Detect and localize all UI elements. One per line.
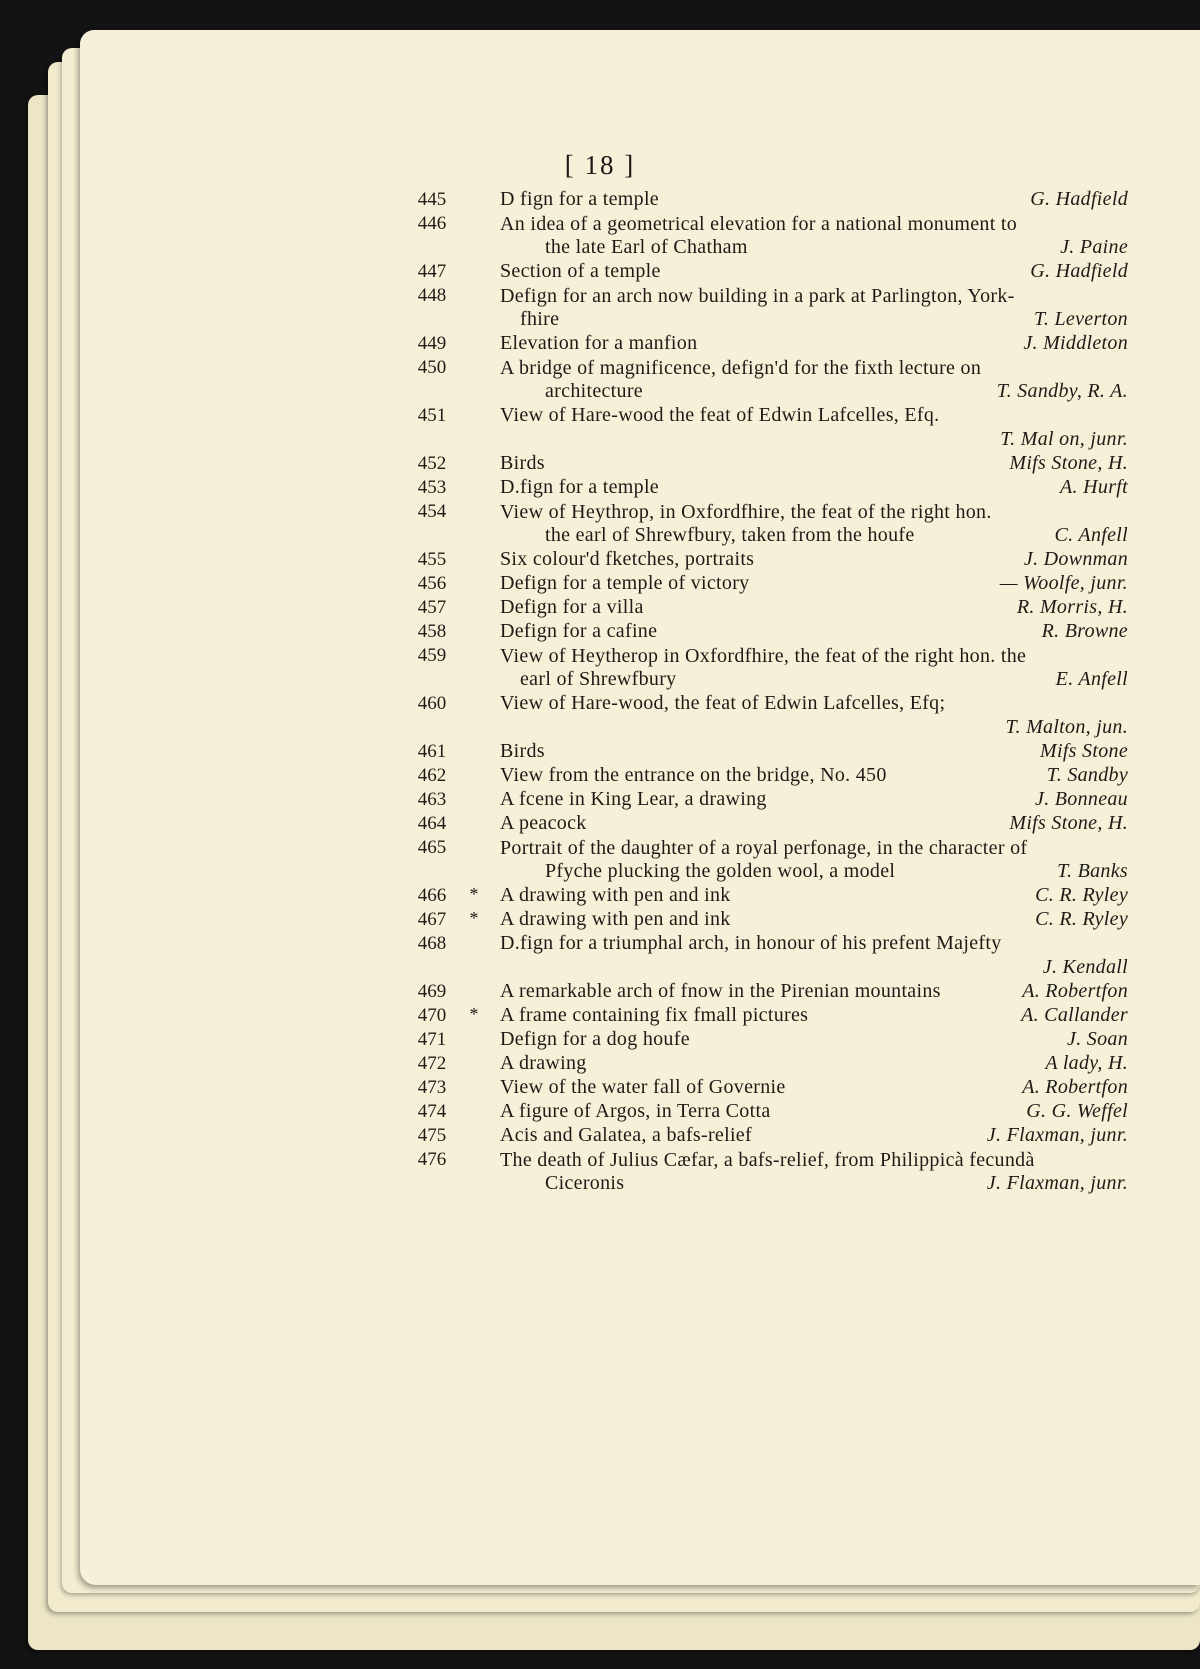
entry-artist: C. Anfell xyxy=(1054,524,1128,546)
entry-number: 470 xyxy=(417,1005,447,1026)
entry-artist: — Woolfe, junr. xyxy=(999,572,1128,594)
catalogue-entry-452 xyxy=(0,452,1200,476)
entry-title-continuation: the earl of Shrewfbury, taken from the houfe xyxy=(545,524,915,546)
entry-title-continuation: fhire xyxy=(520,308,560,330)
entry-number: 446 xyxy=(417,213,447,234)
entry-title: Elevation for a manfion xyxy=(500,332,698,354)
entry-title-continuation: earl of Shrewfbury xyxy=(520,668,677,690)
entry-number: 454 xyxy=(417,501,447,522)
entry-title-continuation: architecture xyxy=(545,380,643,402)
page-number: [ 18 ] xyxy=(564,150,636,180)
entry-number: 474 xyxy=(417,1101,447,1122)
entry-title: Birds xyxy=(500,452,545,474)
entry-artist: A. Hurft xyxy=(1060,476,1128,498)
catalogue-entry-472 xyxy=(0,1052,1200,1076)
entry-title: Defign for an arch now building in a park at Parlington, York- xyxy=(500,285,1015,307)
catalogue-entry-469 xyxy=(0,980,1200,1004)
catalogue-entry-474 xyxy=(0,1100,1200,1124)
entry-title: A peacock xyxy=(500,812,587,834)
entry-artist: T. Sandby xyxy=(1046,764,1128,786)
entry-artist: T. Banks xyxy=(1057,860,1128,882)
catalogue-entry-455 xyxy=(0,548,1200,572)
entry-artist: Mifs Stone xyxy=(1040,740,1128,762)
entry-number: 466 xyxy=(417,885,447,906)
entry-title-continuation: Ciceronis xyxy=(545,1172,625,1194)
entry-artist: J. Downman xyxy=(1023,548,1128,570)
entry-artist: T. Malton, jun. xyxy=(1005,716,1128,738)
entry-title: A remarkable arch of fnow in the Pirenian mountains xyxy=(500,980,941,1002)
catalogue-entry-449 xyxy=(0,332,1200,356)
entry-artist: J. Kendall xyxy=(1042,956,1128,978)
catalogue-entry-448 xyxy=(0,284,1200,332)
entry-number: 460 xyxy=(417,693,447,714)
entry-number: 458 xyxy=(417,621,447,642)
entry-artist: A. Robertfon xyxy=(1022,1076,1128,1098)
asterisk-mark: * xyxy=(469,908,479,928)
catalogue-entry-459 xyxy=(0,644,1200,692)
entry-artist: T. Mal on, junr. xyxy=(1000,428,1128,450)
entry-title: View from the entrance on the bridge, No. 450 xyxy=(500,764,887,786)
catalogue-list xyxy=(0,188,1200,1196)
entry-number: 452 xyxy=(417,453,447,474)
entry-number: 449 xyxy=(417,333,447,354)
entry-number: 467 xyxy=(417,909,447,930)
catalogue-entry-461 xyxy=(0,740,1200,764)
entry-artist: G. Hadfield xyxy=(1030,188,1128,210)
entry-number: 447 xyxy=(417,261,447,282)
entry-artist: J. Middleton xyxy=(1023,332,1128,354)
entry-title: Defign for a cafine xyxy=(500,620,658,642)
asterisk-mark: * xyxy=(469,1004,479,1024)
entry-artist: R. Morris, H. xyxy=(1016,596,1128,618)
catalogue-entry-463 xyxy=(0,788,1200,812)
entry-title: A drawing with pen and ink xyxy=(500,908,731,930)
entry-artist: J. Flaxman, junr. xyxy=(986,1172,1128,1194)
entry-artist: C. R. Ryley xyxy=(1035,884,1128,906)
entry-title: Defign for a temple of victory xyxy=(500,572,750,594)
entry-number: 463 xyxy=(417,789,447,810)
entry-title-continuation: Pfyche plucking the golden wool, a model xyxy=(545,860,896,882)
entry-title: A bridge of magnificence, defign'd for the fixth lecture on xyxy=(500,357,982,379)
entry-artist: A lady, H. xyxy=(1045,1052,1128,1074)
entry-title: View of the water fall of Governie xyxy=(500,1076,786,1098)
catalogue-entry-450 xyxy=(0,356,1200,404)
entry-title: D.fign for a temple xyxy=(500,476,659,498)
entry-title: View of Hare-wood, the feat of Edwin Lafcelles, Efq; xyxy=(500,692,946,714)
entry-number: 476 xyxy=(417,1149,447,1170)
entry-title: View of Hare-wood the feat of Edwin Lafcelles, Efq. xyxy=(500,404,940,426)
entry-artist: A. Robertfon xyxy=(1022,980,1128,1002)
entry-title-continuation: the late Earl of Chatham xyxy=(545,236,748,258)
catalogue-entry-447 xyxy=(0,260,1200,284)
catalogue-entry-470 xyxy=(0,1004,1200,1028)
catalogue-entry-451 xyxy=(0,404,1200,452)
entry-number: 455 xyxy=(417,549,447,570)
catalogue-entry-473 xyxy=(0,1076,1200,1100)
catalogue-entry-475 xyxy=(0,1124,1200,1148)
catalogue-entry-471 xyxy=(0,1028,1200,1052)
entry-number: 451 xyxy=(417,405,447,426)
entry-artist: J. Soan xyxy=(1067,1028,1128,1050)
entry-number: 450 xyxy=(417,357,447,378)
entry-artist: J. Bonneau xyxy=(1035,788,1128,810)
entry-title: View of Heythrop, in Oxfordfhire, the feat of the right hon. xyxy=(500,501,992,523)
entry-artist: J. Flaxman, junr. xyxy=(986,1124,1128,1146)
entry-artist: E. Anfell xyxy=(1055,668,1128,690)
entry-title: A drawing xyxy=(500,1052,587,1074)
entry-title: View of Heytherop in Oxfordfhire, the feat of the right hon. the xyxy=(500,645,1027,667)
catalogue-entry-458 xyxy=(0,620,1200,644)
catalogue-entry-466 xyxy=(0,884,1200,908)
catalogue-entry-462 xyxy=(0,764,1200,788)
entry-number: 453 xyxy=(417,477,447,498)
catalogue-entry-456 xyxy=(0,572,1200,596)
entry-artist: G. Hadfield xyxy=(1030,260,1128,282)
catalogue-entry-454 xyxy=(0,500,1200,548)
entry-title: Section of a temple xyxy=(500,260,661,282)
entry-number: 473 xyxy=(417,1077,447,1098)
catalogue-entry-468 xyxy=(0,932,1200,980)
entry-title: Defign for a dog houfe xyxy=(500,1028,690,1050)
entry-artist: C. R. Ryley xyxy=(1035,908,1128,930)
entry-title: Birds xyxy=(500,740,545,762)
entry-artist: T. Leverton xyxy=(1033,308,1128,330)
entry-title: D fign for a temple xyxy=(500,188,659,210)
entry-artist: Mifs Stone, H. xyxy=(1009,812,1128,834)
entry-number: 448 xyxy=(417,285,447,306)
entry-number: 445 xyxy=(417,189,447,210)
entry-title: A fcene in King Lear, a drawing xyxy=(500,788,767,810)
entry-artist: R. Browne xyxy=(1041,620,1128,642)
catalogue-entry-467 xyxy=(0,908,1200,932)
entry-number: 475 xyxy=(417,1125,447,1146)
entry-artist: Mifs Stone, H. xyxy=(1009,452,1128,474)
entry-artist: T. Sandby, R. A. xyxy=(996,380,1128,402)
entry-number: 459 xyxy=(417,645,447,666)
catalogue-entry-457 xyxy=(0,596,1200,620)
entry-number: 472 xyxy=(417,1053,447,1074)
entry-title: A figure of Argos, in Terra Cotta xyxy=(500,1100,771,1122)
entry-title: An idea of a geometrical elevation for a national monument to xyxy=(500,213,1018,235)
catalogue-entry-464 xyxy=(0,812,1200,836)
asterisk-mark: * xyxy=(469,884,479,904)
entry-title: Portrait of the daughter of a royal perfonage, in the character of xyxy=(500,837,1028,859)
entry-title: The death of Julius Cæfar, a bafs-relief, from Philippicà fecundà xyxy=(500,1149,1035,1171)
entry-number: 457 xyxy=(417,597,447,618)
entry-number: 456 xyxy=(417,573,447,594)
entry-title: A frame containing fix fmall pictures xyxy=(500,1004,809,1026)
entry-number: 461 xyxy=(417,741,447,762)
catalogue-entry-453 xyxy=(0,476,1200,500)
entry-artist: J. Paine xyxy=(1060,236,1128,258)
entry-number: 468 xyxy=(417,933,447,954)
catalogue-entry-476 xyxy=(0,1148,1200,1196)
catalogue-entry-465 xyxy=(0,836,1200,884)
entry-title: A drawing with pen and ink xyxy=(500,884,731,906)
entry-title: D.fign for a triumphal arch, in honour of his prefent Majefty xyxy=(500,932,1002,954)
entry-title: Acis and Galatea, a bafs-relief xyxy=(500,1124,752,1146)
entry-number: 464 xyxy=(417,813,447,834)
entry-artist: A. Callander xyxy=(1021,1004,1128,1026)
entry-number: 471 xyxy=(417,1029,447,1050)
entry-number: 465 xyxy=(417,837,447,858)
entry-number: 469 xyxy=(417,981,447,1002)
catalogue-entry-445 xyxy=(0,188,1200,212)
entry-title: Defign for a villa xyxy=(500,596,644,618)
entry-title: Six colour'd fketches, portraits xyxy=(500,548,755,570)
catalogue-entry-460 xyxy=(0,692,1200,740)
catalogue-entry-446 xyxy=(0,212,1200,260)
entry-number: 462 xyxy=(417,765,447,786)
entry-artist: G. G. Weffel xyxy=(1026,1100,1128,1122)
